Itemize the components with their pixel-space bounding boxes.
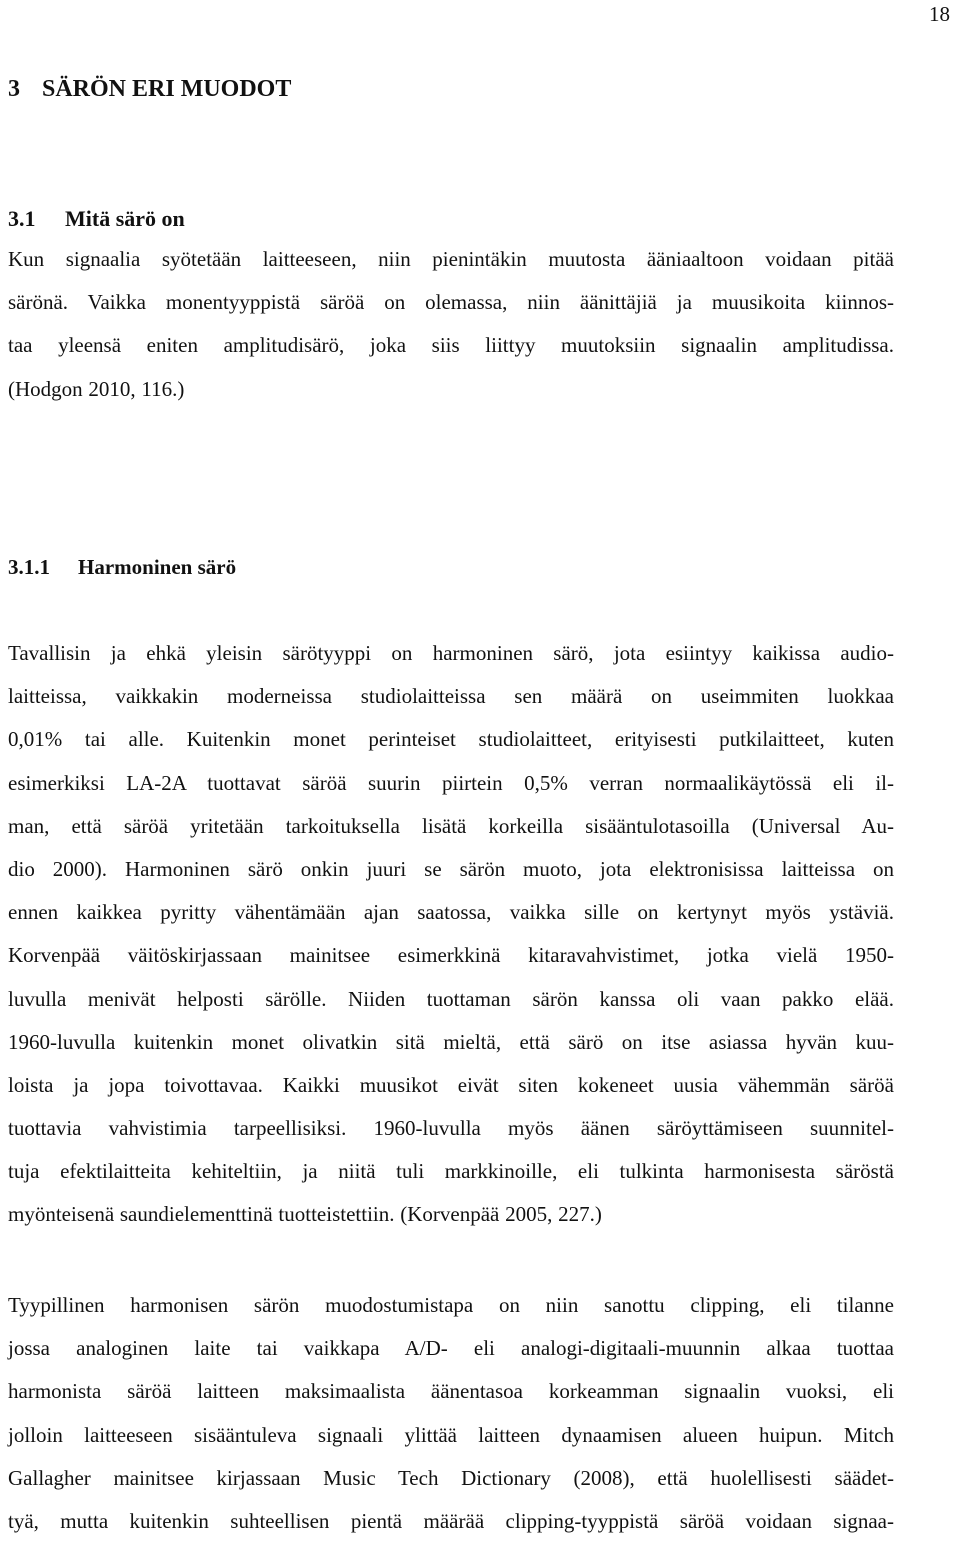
chapter-number: 3 [8, 76, 20, 102]
paragraph-line: 0,01% tai alle. Kuitenkin monet perinteiset studiolaitteet, erityisesti putkilaitteet, kuten [8, 727, 894, 752]
paragraph-line: dio 2000). Harmoninen särö onkin juuri se särön muoto, jota elektronisissa laitteissa on [8, 856, 894, 881]
paragraph-intro [8, 238, 894, 411]
subsection-title: Harmoninen särö [78, 555, 237, 579]
paragraph-line: luvulla menivät helposti särölle. Niiden tuottaman särön kanssa oli vaan pakko elää. [8, 986, 894, 1011]
paragraph-line: (Hodgon 2010, 116.) [8, 376, 185, 401]
section-heading [8, 206, 185, 232]
subsection-heading [8, 555, 236, 580]
paragraph-line: loista ja jopa toivottavaa. Kaikki muusikot eivät siten kokeneet uusia vähemmän säröä [8, 1072, 894, 1097]
paragraph-line: harmonista säröä laitteen maksimaalista äänentasoa korkeamman signaalin vuoksi, eli [8, 1379, 894, 1404]
paragraph-line: myönteisenä saundielementtinä tuotteistettiin. (Korvenpää 2005, 227.) [8, 1202, 602, 1227]
paragraph-line: laitteissa, vaikkakin moderneissa studiolaitteissa sen määrä on useimmiten luokkaa [8, 684, 894, 709]
paragraph-harmonic [8, 632, 894, 1237]
paragraph-line: Kun signaalia syötetään laitteeseen, niin pienintäkin muutosta ääniaaltoon voidaan pitää [8, 247, 894, 271]
chapter-title: SÄRÖN ERI MUODOT [42, 76, 292, 102]
paragraph-line: Tyypillinen harmonisen särön muodostumistapa on niin sanottu clipping, eli tilanne [8, 1293, 894, 1317]
paragraph-line: tuja efektilaitteita kehiteltiin, ja niitä tuli markkinoille, eli tulkinta harmonisesta säröstä [8, 1159, 894, 1184]
section-title: Mitä särö on [65, 206, 185, 231]
paragraph-line: tuottavia vahvistimia tarpeellisiksi. 1960-luvulla myös äänen säröyttämiseen suunnitel- [8, 1116, 894, 1141]
paragraph-line: särönä. Vaikka monentyyppistä säröä on olemassa, niin äänittäjiä ja muusikoita kiinnos- [8, 290, 894, 315]
paragraph-line: Tavallisin ja ehkä yleisin särötyyppi on harmoninen särö, jota esiintyy kaikissa audio- [8, 641, 894, 665]
paragraph-line: esimerkiksi LA-2A tuottavat säröä suurin piirtein 0,5% verran normaalikäytössä eli il- [8, 770, 894, 795]
paragraph-line: 1960-luvulla kuitenkin monet olivatkin sitä mieltä, että särö on itse asiassa hyvän kuu- [8, 1029, 894, 1054]
paragraph-line: jossa analoginen laite tai vaikkapa A/D- eli analogi-digitaali-muunnin alkaa tuottaa [8, 1336, 894, 1361]
paragraph-clipping [8, 1284, 894, 1543]
chapter-heading [8, 76, 291, 103]
subsection-number: 3.1.1 [8, 555, 50, 579]
section-number: 3.1 [8, 206, 36, 231]
paragraph-line: ennen kaikkea pyritty vähentämään ajan saatossa, vaikka sille on kertynyt myös ystäviä. [8, 900, 894, 925]
paragraph-line: Gallagher mainitsee kirjassaan Music Tech Dictionary (2008), että huolellisesti säädet- [8, 1465, 894, 1490]
paragraph-line: Korvenpää väitöskirjassaan mainitsee esimerkkinä kitaravahvistimet, jotka vielä 1950- [8, 943, 894, 968]
paragraph-line: tyä, mutta kuitenkin suhteellisen pientä määrää clipping-tyyppistä säröä voidaan signaa- [8, 1508, 894, 1533]
paragraph-line: taa yleensä eniten amplitudisärö, joka siis liittyy muutoksiin signaalin amplitudissa. [8, 333, 894, 358]
paragraph-line: jolloin laitteeseen sisääntuleva signaali ylittää laitteen dynaamisen alueen huipun. Mitch [8, 1422, 894, 1447]
page-number: 18 [929, 2, 950, 26]
paragraph-line: man, että säröä yritetään tarkoituksella lisätä korkeilla sisääntulotasoilla (Universal Au- [8, 813, 894, 838]
